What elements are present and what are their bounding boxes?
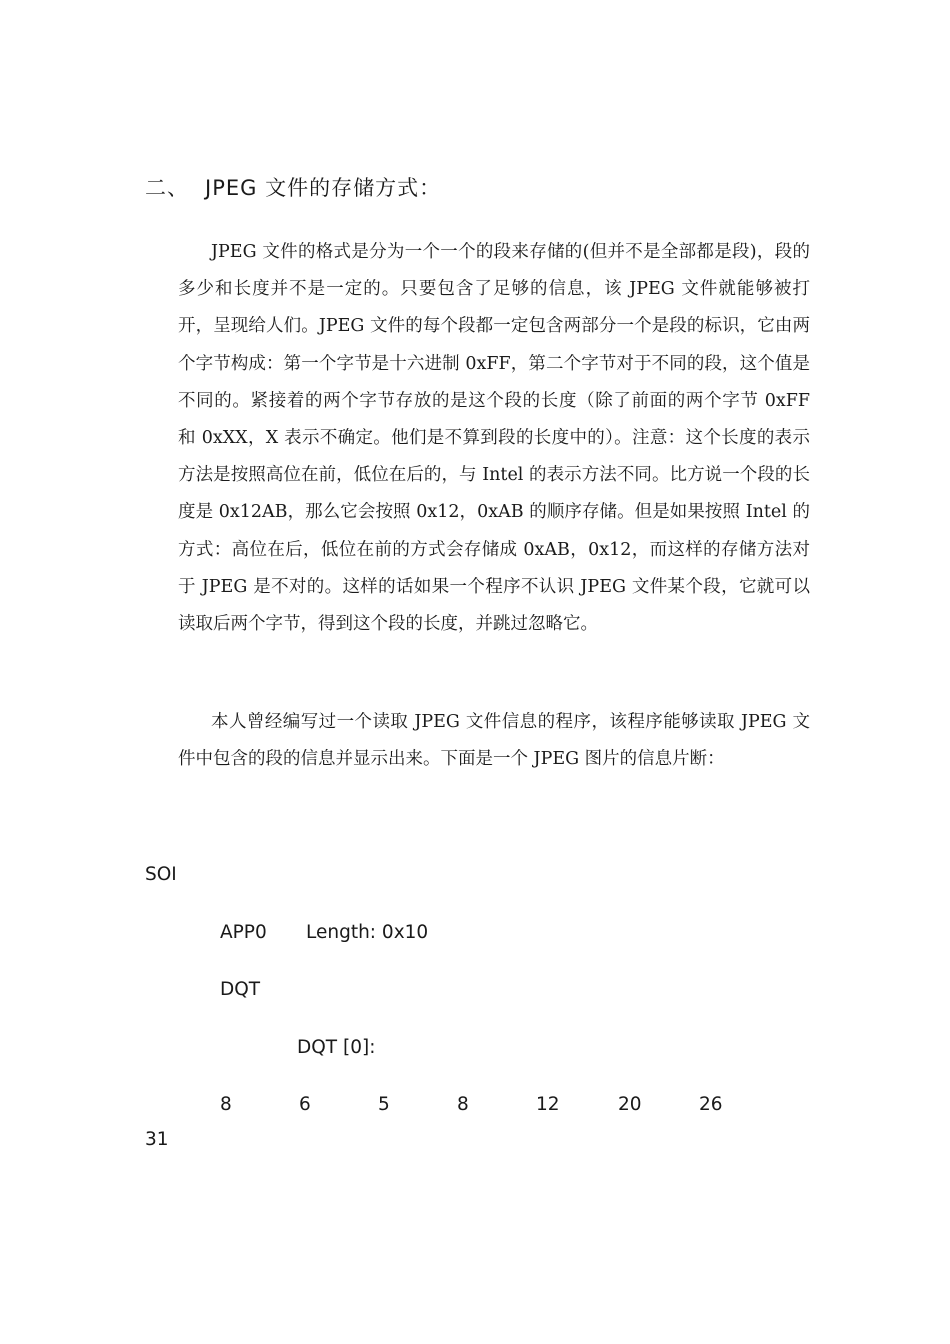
listing-dqt-table: DQT [0]: — [297, 1037, 376, 1058]
listing-dqt: DQT — [220, 979, 261, 1000]
listing-value: 12 — [536, 1094, 560, 1115]
listing-value: 6 — [299, 1094, 311, 1115]
paragraph-segment-format: JPEG 文件的格式是分为一个一个的段来存储的(但并不是全部都是段)，段的多少和长度并不是一定的。只要包含了足够的信息，该 JPEG 文件就能够被打开，呈现给人们。JPEG 文件的每个段都一定包含两部分一个是段的标识，它由两个字节构成：第一个字节是十六进制 0xFF，第二个字节对于不同的段，这个值是不同的。紧接着的两个字节存放的是这个段的长度（除了前面的两个字节 0xFF 和 0xXX，X 表示不确定。他们是不算到段的长度中的）。注意：这个长度的表示方法是按照高位在前，低位在后的，与 Intel 的表示方法不同。比方说一个段的长度是 0x12AB，那么它会按照 0x12，0xAB 的顺序存储。但是如果按照 Intel 的方式：高位在后，低位在前的方式会存储成 0xAB，0x12，而这样的存储方法对于 JPEG 是不对的。这样的话如果一个程序不认识 JPEG 文件某个段，它就可以读取后两个字节，得到这个段的长度，并跳过忽略它。 — [178, 242, 810, 635]
listing-value: 8 — [457, 1094, 469, 1115]
paragraph-program-intro: 本人曾经编写过一个读取 JPEG 文件信息的程序，该程序能够读取 JPEG 文件中包含的段的信息并显示出来。下面是一个 JPEG 图片的信息片断： — [178, 712, 810, 770]
listing-app0-length: Length: 0x10 — [306, 922, 429, 943]
section-heading — [145, 172, 441, 202]
listing-value: 8 — [220, 1094, 232, 1115]
listing-soi: SOI — [145, 864, 177, 885]
listing-app0: APP0 — [220, 922, 267, 943]
listing-value: 31 — [145, 1129, 169, 1150]
listing-value: 20 — [618, 1094, 642, 1115]
listing-value: 5 — [378, 1094, 390, 1115]
section-number: 二、 — [145, 176, 189, 200]
listing-value: 26 — [699, 1094, 723, 1115]
section-title: JPEG 文件的存储方式： — [205, 176, 442, 200]
